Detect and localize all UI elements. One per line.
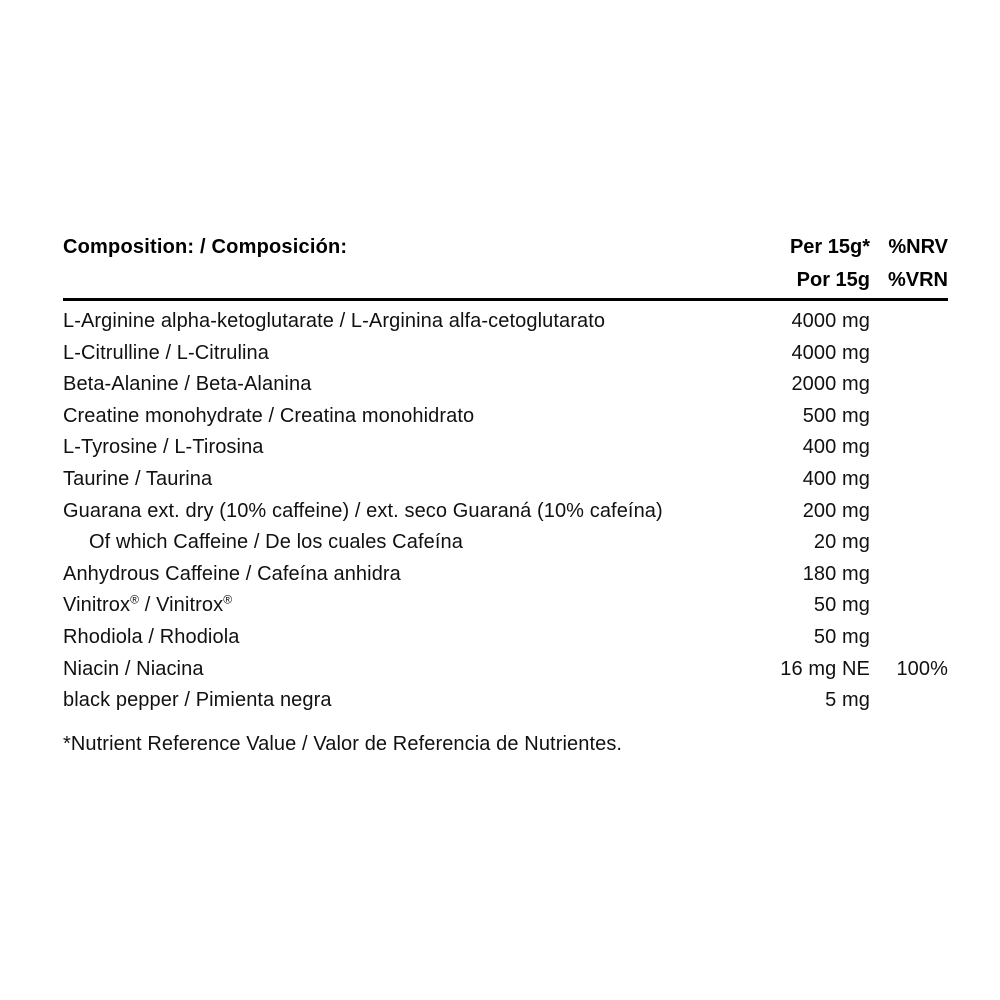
ingredient-amount: 4000 mg	[791, 341, 870, 364]
ingredient-label: Anhydrous Caffeine / Cafeína anhidra	[63, 562, 401, 585]
ingredient-pct	[870, 590, 948, 622]
ingredient-pct	[870, 622, 948, 654]
table-title: Composition: / Composición:	[63, 236, 348, 258]
ingredient-pct	[870, 401, 948, 433]
header-pct-en: %NRV	[888, 236, 948, 258]
ingredient-row	[63, 654, 948, 686]
nrv-footnote: *Nutrient Reference Value / Valor de Referencia de Nutrientes.	[63, 732, 623, 755]
ingredient-row	[63, 401, 948, 433]
header-line-es	[750, 264, 948, 297]
ingredient-row	[63, 527, 948, 559]
ingredient-amount: 16 mg NE	[780, 657, 870, 680]
header-line-en	[750, 231, 948, 264]
ingredient-row	[63, 464, 948, 496]
ingredient-label: L-Tyrosine / L-Tirosina	[63, 436, 264, 459]
table-header	[63, 231, 948, 297]
ingredient-row	[63, 496, 948, 528]
ingredient-amount: 4000 mg	[791, 310, 870, 332]
ingredient-label: L-Citrulline / L-Citrulina	[63, 341, 269, 364]
ingredient-row	[63, 306, 948, 338]
ingredient-label: Vinitrox® / Vinitrox®	[63, 592, 233, 617]
header-amount-es: Por 15g	[796, 269, 870, 291]
ingredient-row	[63, 622, 948, 654]
ingredient-amount: 5 mg	[825, 689, 870, 712]
ingredient-pct	[870, 559, 948, 591]
ingredient-row	[63, 559, 948, 591]
ingredient-row	[63, 685, 948, 717]
table-header-columns	[750, 231, 948, 297]
ingredient-rows	[63, 301, 948, 717]
ingredient-label: Guarana ext. dry (10% caffeine) / ext. seco Guaraná (10% cafeína)	[63, 499, 663, 522]
ingredient-label: Creatine monohydrate / Creatina monohidrato	[63, 404, 475, 427]
ingredient-pct: 100%	[896, 657, 948, 680]
ingredient-amount: 400 mg	[802, 436, 870, 459]
ingredient-pct	[870, 369, 948, 401]
ingredient-pct	[870, 306, 948, 338]
header-amount-en: Per 15g*	[789, 236, 870, 258]
ingredient-pct	[870, 432, 948, 464]
ingredient-amount: 2000 mg	[791, 373, 870, 396]
ingredient-row	[63, 338, 948, 370]
ingredient-row	[63, 369, 948, 401]
ingredient-pct	[870, 685, 948, 717]
ingredient-label: Of which Caffeine / De los cuales Cafeína	[89, 531, 463, 554]
ingredient-amount: 500 mg	[802, 404, 870, 427]
ingredient-amount: 200 mg	[802, 499, 870, 522]
ingredient-amount: 50 mg	[813, 594, 870, 617]
ingredient-amount: 50 mg	[813, 625, 870, 648]
ingredient-pct	[870, 464, 948, 496]
composition-panel	[63, 231, 948, 760]
ingredient-label: Niacin / Niacina	[63, 657, 204, 680]
ingredient-amount: 400 mg	[802, 467, 870, 490]
header-pct-es: %VRN	[887, 269, 948, 291]
ingredient-pct	[870, 496, 948, 528]
ingredient-pct	[870, 338, 948, 370]
ingredient-label: Beta-Alanine / Beta-Alanina	[63, 373, 312, 396]
ingredient-label: Taurine / Taurina	[63, 467, 213, 490]
ingredient-row	[63, 590, 948, 622]
ingredient-label: black pepper / Pimienta negra	[63, 689, 332, 712]
ingredient-amount: 20 mg	[813, 531, 870, 554]
ingredient-label: Rhodiola / Rhodiola	[63, 625, 240, 648]
ingredient-row	[63, 432, 948, 464]
ingredient-label: L-Arginine alpha-ketoglutarate / L-Arginina alfa-cetoglutarato	[63, 310, 606, 332]
ingredient-amount: 180 mg	[802, 562, 870, 585]
ingredient-pct	[870, 527, 948, 559]
